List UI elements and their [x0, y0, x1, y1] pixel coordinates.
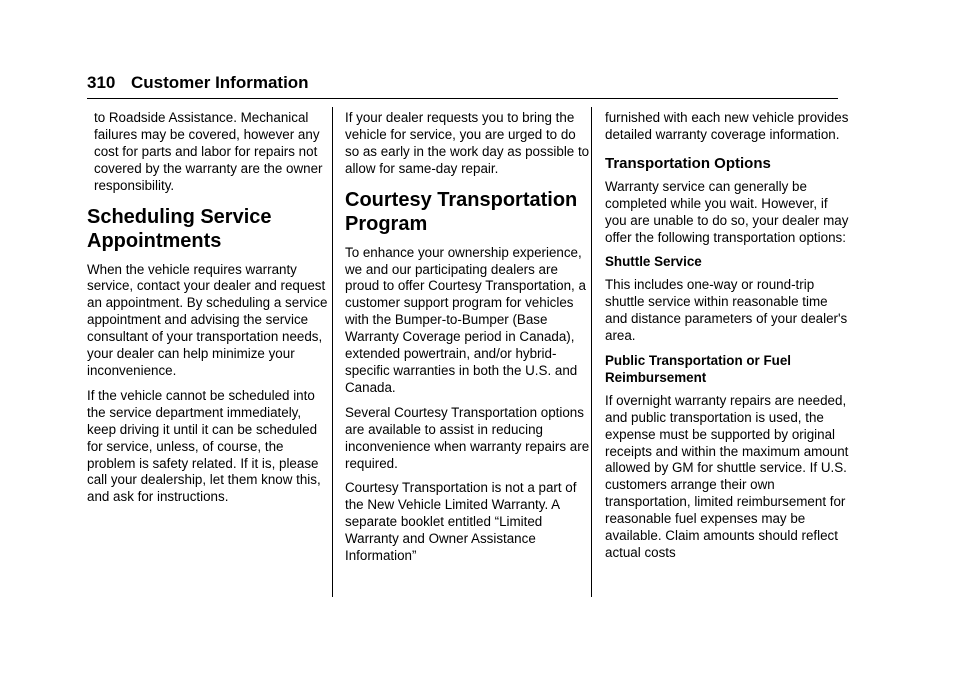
subheading-public-transportation: Public Transportation or Fuel Reimbursement [605, 352, 791, 385]
paragraph: When the vehicle requires warranty service, contact your dealer and request an appointment. By scheduling a service appointment and advising the service consultant of your transportation needs, your dealer can help minimize your inconvenience. [87, 261, 328, 378]
section-title: Customer Information [131, 73, 309, 92]
paragraph: This includes one-way or round-trip shuttle service within reasonable time and distance parameters of your dealer's area. [605, 277, 848, 344]
paragraph [87, 110, 332, 195]
paragraph: To enhance your ownership experience, we and our participating dealers are proud to offer Courtesy Transportation, a customer support program for vehicles with the Bumper-to-Bumper (Base Warranty Coverage period in Canada), extended powertrain, and/or hybrid-specific warranties in both the U.S. and Canada. [345, 244, 586, 395]
paragraph: furnished with each new vehicle provides detailed warranty coverage information. [605, 110, 849, 142]
paragraph: If your dealer requests you to bring the vehicle for service, you are urged to do so as early in the work day as possible to allow for same-day repair. [345, 110, 590, 176]
column-left [87, 110, 332, 514]
heading-scheduling-service: Scheduling Service Appointments [87, 205, 272, 252]
heading-courtesy-transportation: Courtesy Transportation Program [345, 188, 578, 235]
page-number: 310 [87, 73, 116, 92]
paragraph: Courtesy Transportation is not a part of the New Vehicle Limited Warranty. A separate booklet entitled “Limited Warranty and Owner Assistance Information” [345, 480, 577, 564]
paragraph-text: to Roadside Assistance. Mechanical failures may be covered, however any cost for parts and labor for repairs not covered by the warranty are the owner responsibility. [94, 110, 323, 193]
subheading-shuttle-service: Shuttle Service [605, 254, 702, 270]
paragraph: Several Courtesy Transportation options are available to assist in reducing inconvenience when warranty repairs are required. [345, 404, 590, 471]
column-right [605, 110, 850, 570]
page-header [87, 70, 838, 99]
paragraph: If overnight warranty repairs are needed, and public transportation is used, the expense must be supported by original receipts and within the maximum amount allowed by GM for shuttle service. If U.S. customers arrange their own transportation, limited reimbursement for reasonable fuel expenses may be available. Claim amounts should reflect actual costs [605, 392, 849, 560]
paragraph: Warranty service can generally be completed while you wait. However, if you are unable to do so, your dealer may offer the following transportation options: [605, 178, 849, 245]
heading-transportation-options: Transportation Options [605, 154, 771, 172]
paragraph: If the vehicle cannot be scheduled into the service department immediately, keep driving it until it can be scheduled for service, unless, of course, the problem is safety related. If it is, please call your dealership, let them know this, and ask for instructions. [87, 387, 321, 505]
column-middle [345, 110, 590, 573]
column-divider [591, 107, 592, 597]
column-divider [332, 107, 333, 597]
